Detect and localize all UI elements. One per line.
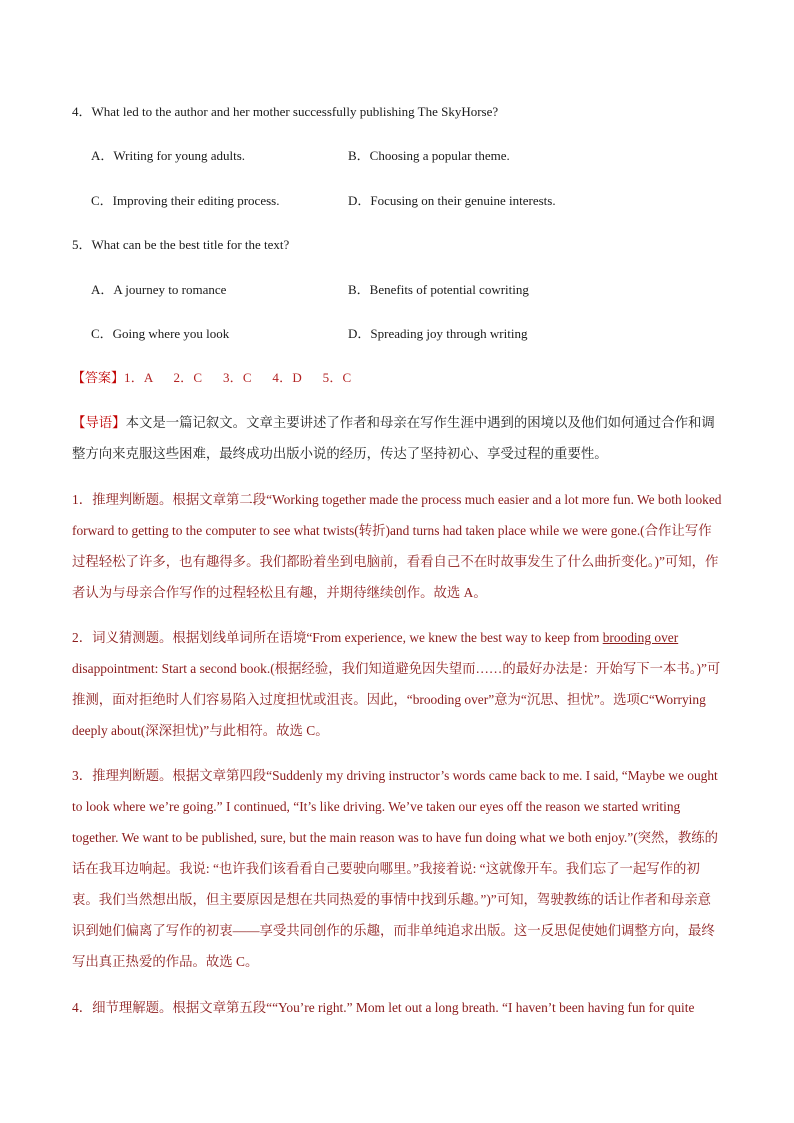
question-5-option-b: B．Benefits of potential cowriting bbox=[348, 282, 529, 297]
question-4-option-a: A．Writing for young adults. bbox=[91, 148, 246, 163]
explanation-2-lead: 2．词义猜测题。根据划线单词所在语境“From experience, we knew the best way to keep from bbox=[72, 630, 603, 645]
question-5-option-c: C．Going where you look bbox=[91, 326, 230, 341]
explanation-3: 3．推理判断题。根据文章第四段“Suddenly my driving instructor’s words came back to me. I said, “Maybe we ought to look where we’re going.” I continued, “It’s like driving. We’ve taken our eyes off the reason we started writing together. We want to be published, sure, but the main reason was to have fun doing what we both enjoy.”(突然，教练的话在我耳边响起。我说: “也许我们该看看自己要驶向哪里。”我接着说: “这就像开车。我们忘了一起写作的初衷。我们当然想出版，但主要原因是想在共同热爱的事情中找到乐趣。”)”可知，驾驶教练的话让作者和母亲意识到她们偏离了写作的初衷——享受共同创作的乐趣，而非单纯追求出版。这一反思促使她们调整方向，最终写出真正热爱的作品。故选 C。 bbox=[72, 768, 718, 969]
answer-tag: 【答案】 bbox=[72, 370, 125, 385]
question-4-option-b: B．Choosing a popular theme. bbox=[348, 148, 510, 163]
explanation-4: 4．细节理解题。根据文章第五段““You’re right.” Mom let out a long breath. “I haven’t been having fun for quite bbox=[72, 1000, 695, 1015]
answer-list: 1．A 2．C 3．C 4．D 5．C bbox=[124, 370, 352, 385]
guide-text: 本文是一篇记叙文。文章主要讲述了作者和母亲在写作生涯中遇到的困境以及他们如何通过合作和调整方向来克服这些困难，最终成功出版小说的经历，传达了坚持初心、享受过程的重要性。 bbox=[72, 415, 715, 461]
question-4-option-d: D．Focusing on their genuine interests. bbox=[348, 193, 556, 208]
question-5-stem: 5．What can be the best title for the text? bbox=[72, 237, 290, 252]
explanation-2-rest: disappointment: Start a second book.(根据经验，我们知道避免因失望而……的最好办法是：开始写下一本书。)”可推测，面对拒绝时人们容易陷入过度担忧或沮丧。因此，“brooding over”意为“沉思、担忧”。选项C“Worrying deeply about(深深担忧)”与此相符。故选 C。 bbox=[72, 661, 721, 738]
guide-tag: 【导语】 bbox=[72, 415, 126, 430]
answer-key bbox=[72, 369, 351, 387]
question-5-option-d: D．Spreading joy through writing bbox=[348, 326, 528, 341]
guide-paragraph bbox=[72, 407, 722, 469]
question-5-option-a: A．A journey to romance bbox=[91, 282, 227, 297]
explanation-1: 1．推理判断题。根据文章第二段“Working together made the process much easier and a lot more fun. We both looked forward to getting to the computer to see what twists(转折)and turns had taken place while we were gone.(合作让写作过程轻松了许多，也有趣得多。我们都盼着坐到电脑前，看看自己不在时故事发生了什么曲折变化。)”可知，作者认为与母亲合作写作的过程轻松且有趣，并期待继续创作。故选 A。 bbox=[72, 492, 722, 600]
question-4-stem: 4．What led to the author and her mother successfully publishing The SkyHorse? bbox=[72, 104, 499, 119]
explanation-2 bbox=[72, 622, 722, 746]
question-4-option-c: C．Improving their editing process. bbox=[91, 193, 280, 208]
underlined-phrase: brooding over bbox=[602, 630, 679, 645]
